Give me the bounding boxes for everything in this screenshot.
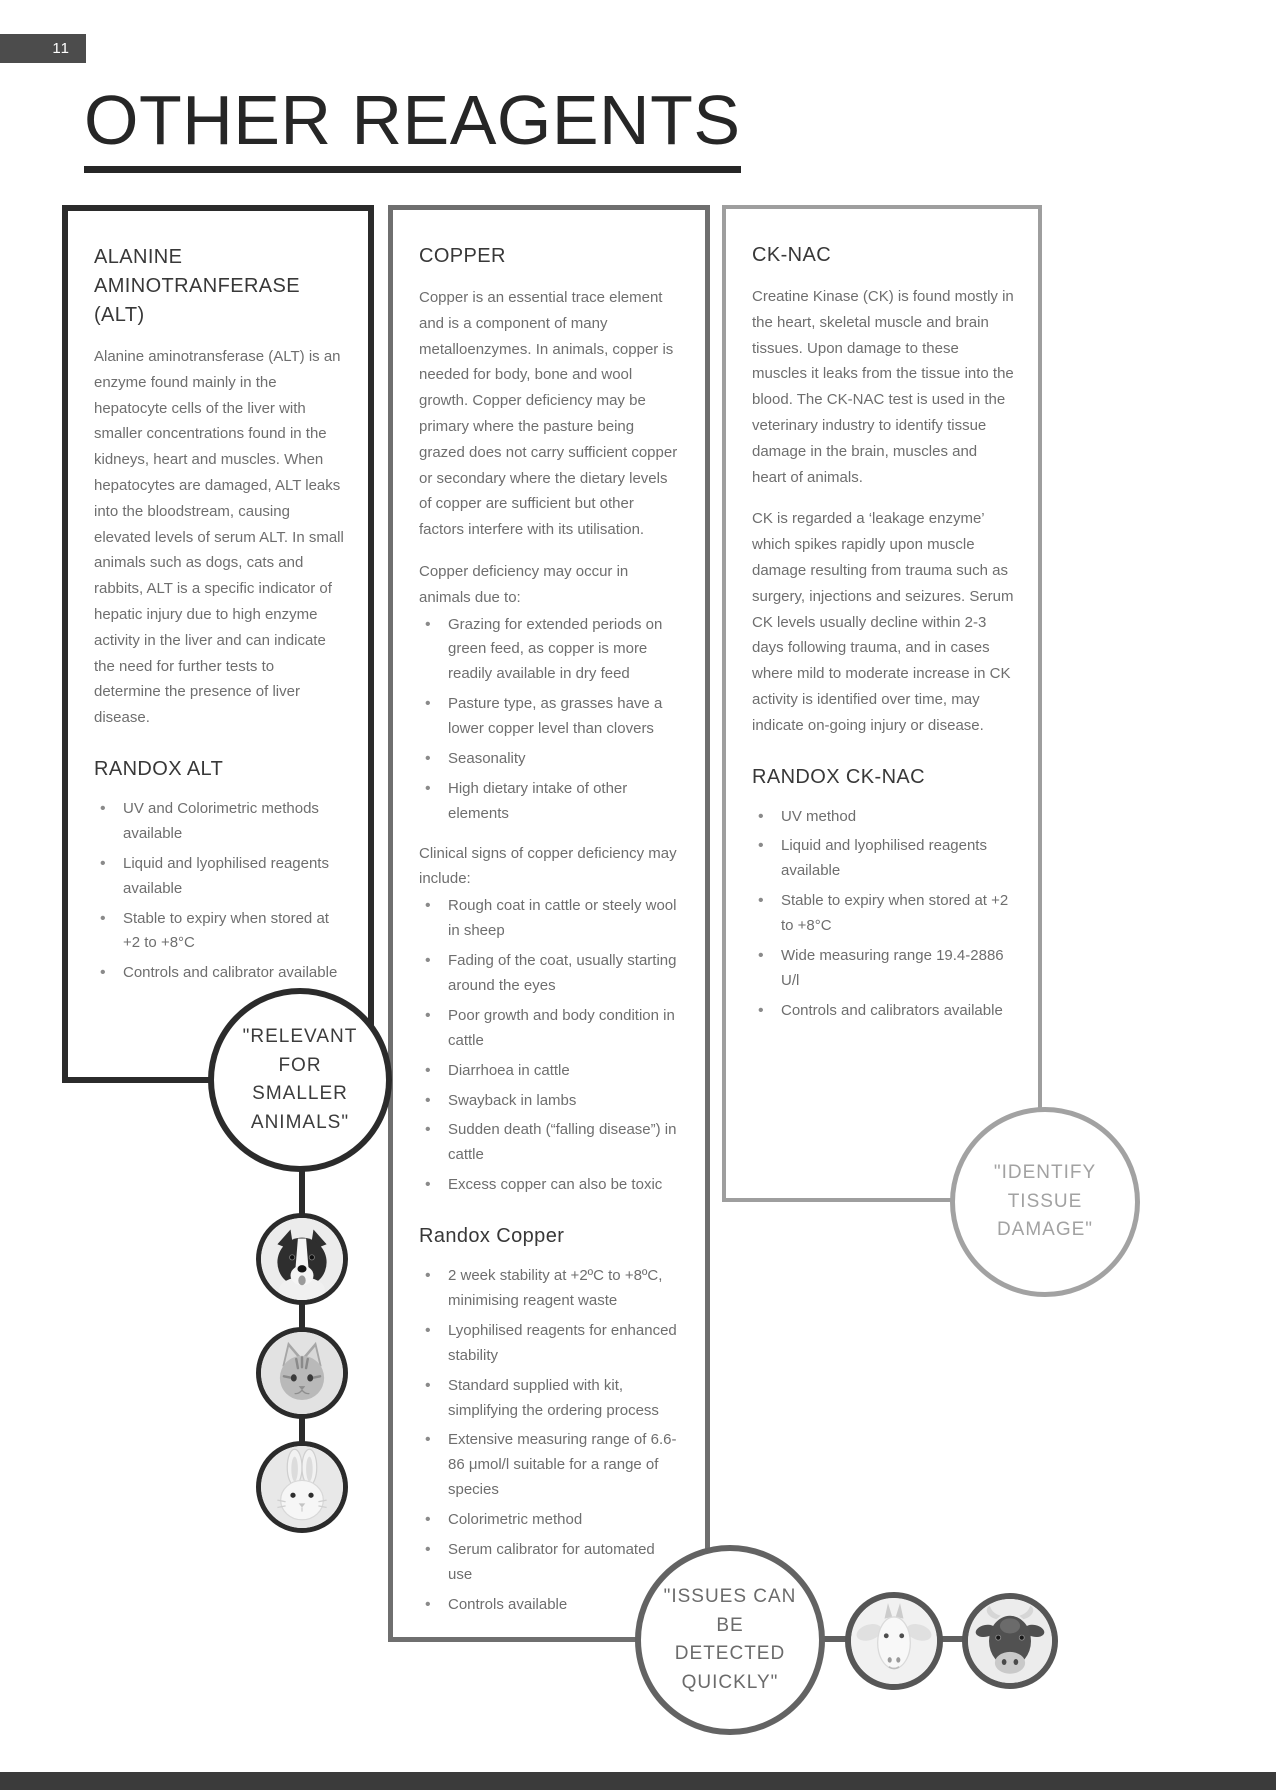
rabbit-photo [256, 1441, 348, 1533]
bullet-item: • Poor growth and body condition in cattle [419, 1004, 681, 1054]
bullet-item: • UV and Colorimetric methods available [94, 797, 344, 847]
bullet-item: • Liquid and lyophilised reagents available [752, 834, 1014, 884]
cknac-section-box [722, 205, 1042, 1202]
alt-intro-paragraph: Alanine aminotransferase (ALT) is an enzyme found mainly in the hepatocyte cells of the liver with smaller concentrations found in the kidneys, heart and muscles. When hepatocytes are damaged, ALT leaks into the bloodstream, causing elevated levels of serum ALT. In small animals such as dogs, cats and rabbits, ALT is a specific indicator of hepatic injury due to high enzyme activity in the liver and can indicate the need for further tests to determine the presence of liver disease. [94, 348, 344, 727]
bullet-item: • Colorimetric method [419, 1508, 681, 1533]
rabbit-icon [261, 1446, 343, 1528]
bullet-item: • Diarrhoea in cattle [419, 1059, 681, 1084]
cknac-quote-text: "IDENTIFY TISSUE DAMAGE" [993, 1162, 1097, 1241]
bullet-item: • Extensive measuring range of 6.6-86 μmol/l suitable for a range of species [419, 1428, 681, 1503]
bullet-item: • Liquid and lyophilised reagents available [94, 852, 344, 902]
copper-signs-intro: Clinical signs of copper deficiency may include: [419, 844, 677, 888]
bullet-item: • UV method [752, 805, 1014, 830]
randox-alt-bullet-list [94, 797, 344, 986]
copper-causes-list [419, 613, 681, 827]
randox-cknac-heading: RANDOX CK-NAC [752, 765, 925, 788]
cknac-heading: CK-NAC [752, 244, 832, 266]
alt-section-content [68, 211, 368, 986]
bullet-item: • 2 week stability at +2ºC to +8ºC, minimising reagent waste [419, 1264, 681, 1314]
footer-bar [0, 1772, 1276, 1790]
alt-section-box [62, 205, 374, 1083]
cow-photo [962, 1593, 1058, 1689]
bullet-item: • Wide measuring range 19.4-2886 U/l [752, 944, 1014, 994]
bullet-item: • Serum calibrator for automated use [419, 1538, 681, 1588]
dog-photo [256, 1213, 348, 1305]
copper-intro-paragraph: Copper is an essential trace element and is a component of many metalloenzymes. In animals, copper is needed for body, bone and wool growth. Copper deficiency may be primary where the pasture being grazed does not carry sufficient copper or secondary where the dietary levels of copper are sufficient but other factors interfere with its utilisation. [419, 289, 678, 539]
copper-signs-list [419, 894, 681, 1198]
cow-icon [968, 1599, 1052, 1683]
copper-heading: COPPER [419, 245, 506, 267]
bullet-item: • Sudden death (“falling disease”) in cattle [419, 1118, 681, 1168]
bullet-item: • Pasture type, as grasses have a lower copper level than clovers [419, 692, 681, 742]
cknac-section-content [726, 209, 1038, 1024]
page-title: OTHER REAGENTS [84, 84, 741, 173]
page-number: 11 [52, 40, 70, 57]
randox-copper-feature-list [419, 1264, 681, 1618]
bullet-item: • Standard supplied with kit, simplifying the ordering process [419, 1374, 681, 1424]
goat-icon [851, 1598, 937, 1684]
bullet-item: • Rough coat in cattle or steely wool in sheep [419, 894, 681, 944]
dog-icon [261, 1218, 343, 1300]
goat-photo [845, 1592, 943, 1690]
page-number-tab [0, 34, 86, 63]
randox-alt-heading: RANDOX ALT [94, 757, 224, 780]
bullet-item: • Controls and calibrator available [94, 961, 344, 986]
randox-copper-heading: Randox Copper [419, 1225, 565, 1248]
bullet-item: • Lyophilised reagents for enhanced stability [419, 1319, 681, 1369]
bullet-item: • Fading of the coat, usually starting around the eyes [419, 949, 681, 999]
cat-icon [261, 1332, 343, 1414]
copper-quote-text: "ISSUES CAN BE DETECTED QUICKLY" [663, 1586, 797, 1693]
bullet-item: • Swayback in lambs [419, 1089, 681, 1114]
bullet-item: • Grazing for extended periods on green feed, as copper is more readily available in dry feed [419, 613, 681, 688]
cknac-paragraph-2: CK is regarded a ‘leakage enzyme’ which spikes rapidly upon muscle damage resulting from trauma such as surgery, injections and seizures. Serum CK levels usually decline within 2-3 days following trauma, and in cases where mild to moderate increase in CK activity is identified over time, may indicate on-going injury or disease. [752, 510, 1014, 734]
bullet-item: • Controls and calibrators available [752, 999, 1014, 1024]
bullet-item: • Excess copper can also be toxic [419, 1173, 681, 1198]
cknac-paragraph-1: Creatine Kinase (CK) is found mostly in the heart, skeletal muscle and brain tissues. Upon damage to these muscles it leaks from the tissue into the blood. The CK-NAC test is used in the veterinary industry to identify tissue damage in the brain, muscles and heart of animals. [752, 288, 1014, 486]
cat-photo [256, 1327, 348, 1419]
alt-quote-circle [208, 988, 392, 1172]
copper-quote-circle [635, 1545, 825, 1735]
alt-quote-text: "RELEVANT FOR SMALLER ANIMALS" [242, 1026, 358, 1133]
copper-section-box [388, 205, 710, 1642]
bullet-item: • Seasonality [419, 747, 681, 772]
bullet-item: • Controls available [419, 1593, 681, 1618]
randox-cknac-bullet-list [752, 805, 1014, 1024]
bullet-item: • Stable to expiry when stored at +2 to +8°C [94, 907, 344, 957]
cknac-quote-circle [950, 1107, 1140, 1297]
alt-heading: ALANINE AMINOTRANFERASE (ALT) [94, 246, 301, 326]
bullet-item: • High dietary intake of other elements [419, 777, 681, 827]
bullet-item: • Stable to expiry when stored at +2 to +8°C [752, 889, 1014, 939]
copper-causes-intro: Copper deficiency may occur in animals due to: [419, 562, 629, 606]
copper-section-content [393, 210, 705, 1618]
